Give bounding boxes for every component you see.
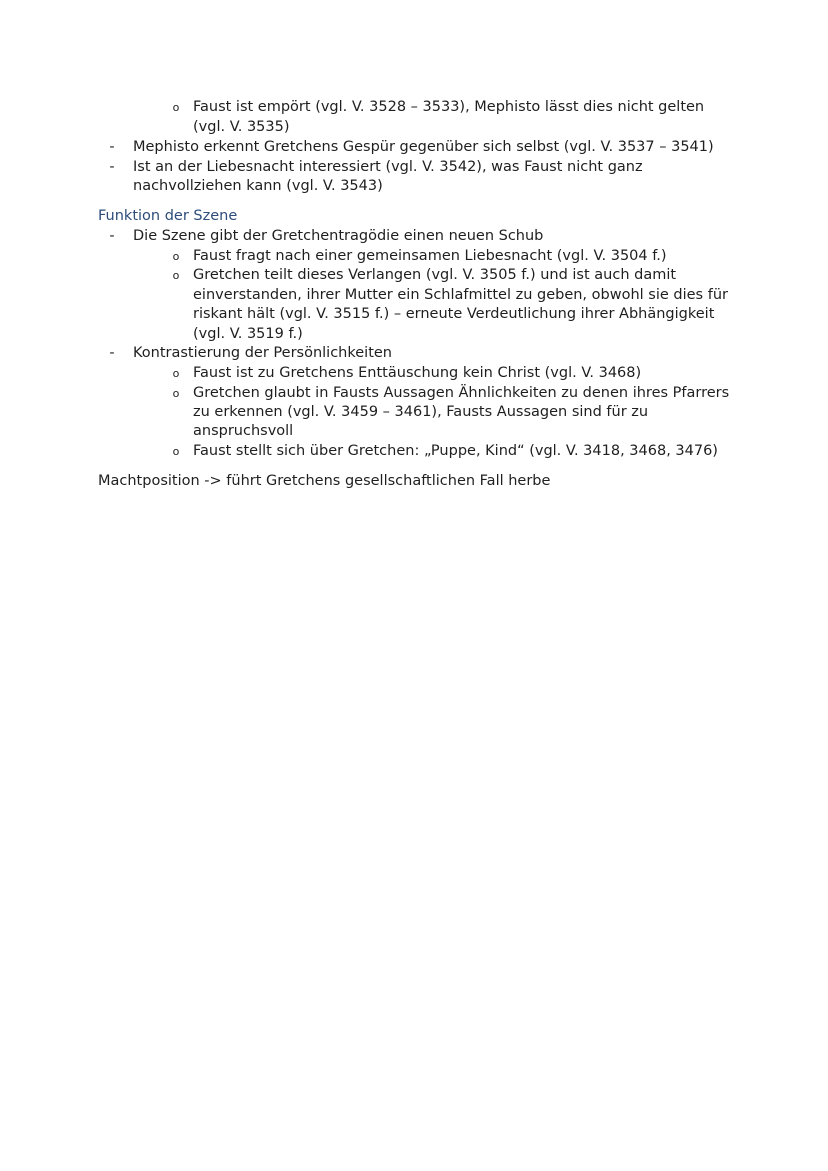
circle-bullet-icon: o <box>172 387 180 400</box>
list-item-text: Ist an der Liebesnacht interessiert (vgl. V. 3542), was Faust nicht ganz <box>133 159 643 175</box>
circle-bullet-icon: o <box>172 445 180 458</box>
dash-bullet-icon: - <box>109 159 115 175</box>
list-item-text: Die Szene gibt der Gretchentragödie einen neuen Schub <box>133 228 544 244</box>
list-item-text: Faust stellt sich über Gretchen: „Puppe, Kind“ (vgl. V. 3418, 3468, 3476) <box>193 443 718 459</box>
list-item-text: Faust ist zu Gretchens Enttäuschung kein Christ (vgl. V. 3468) <box>193 365 642 381</box>
list-item-text: Gretchen glaubt in Fausts Aussagen Ähnlichkeiten zu denen ihres Pfarrers <box>193 385 730 401</box>
dash-bullet-icon: - <box>109 139 115 155</box>
list-item-text: Faust ist empört (vgl. V. 3528 – 3533), Mephisto lässt dies nicht gelten <box>193 99 705 115</box>
circle-bullet-icon: o <box>172 367 180 380</box>
circle-bullet-icon: o <box>172 269 180 282</box>
dash-bullet-icon: - <box>109 345 115 361</box>
list-item-text: anspruchsvoll <box>193 423 294 439</box>
circle-bullet-icon: o <box>172 101 180 114</box>
circle-bullet-icon: o <box>172 250 180 263</box>
section-heading: Funktion der Szene <box>98 208 238 224</box>
dash-bullet-icon: - <box>109 228 115 244</box>
list-item-text: nachvollziehen kann (vgl. V. 3543) <box>133 178 383 194</box>
list-item-text: riskant hält (vgl. V. 3515 f.) – erneute Verdeutlichung ihrer Abhängigkeit <box>193 306 715 322</box>
closing-line: Machtposition -> führt Gretchens gesellschaftlichen Fall herbe <box>98 473 551 489</box>
list-item-text: Mephisto erkennt Gretchens Gespür gegenüber sich selbst (vgl. V. 3537 – 3541) <box>133 139 714 155</box>
list-item-text: einverstanden, ihrer Mutter ein Schlafmittel zu geben, obwohl sie dies für <box>193 287 728 303</box>
list-item-text: (vgl. V. 3519 f.) <box>193 326 303 342</box>
list-item-text: (vgl. V. 3535) <box>193 119 290 135</box>
list-item-text: Faust fragt nach einer gemeinsamen Liebesnacht (vgl. V. 3504 f.) <box>193 248 667 264</box>
list-item-text: Gretchen teilt dieses Verlangen (vgl. V. 3505 f.) und ist auch damit <box>193 267 677 283</box>
list-item-text: zu erkennen (vgl. V. 3459 – 3461), Fausts Aussagen sind für zu <box>193 404 649 420</box>
list-item-text: Kontrastierung der Persönlichkeiten <box>133 345 392 361</box>
